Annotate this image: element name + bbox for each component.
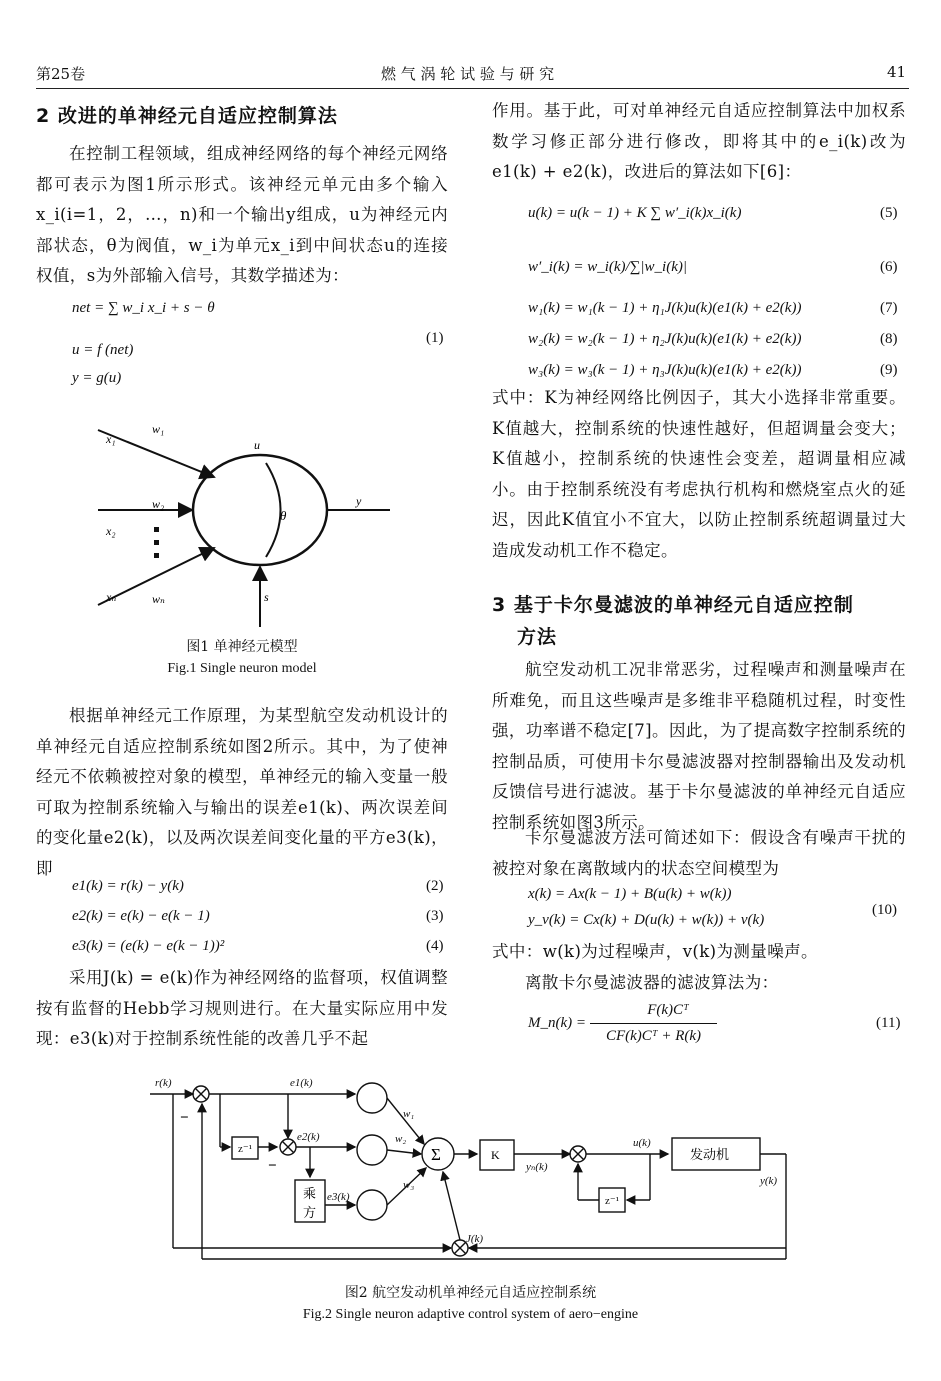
paragraph-9: 离散卡尔曼滤波器的滤波算法为： — [525, 973, 779, 992]
section3-title-line2: 方法 — [517, 626, 558, 648]
label-w3: w₃ — [403, 1179, 415, 1191]
eq11-number: (11) — [876, 1015, 901, 1031]
figure2-caption-cn: 图2 航空发动机单神经元自适应控制系统 — [344, 1285, 597, 1301]
ellipsis-dot — [154, 553, 159, 558]
eq10-line2: y_v(k) = Cx(k) + D(u(k) + w(k)) + v(k) — [528, 912, 765, 928]
label-engine: 发动机 — [690, 1147, 730, 1162]
label-s: s — [264, 590, 269, 604]
eq5: u(k) = u(k − 1) + K ∑ w′_i(k)x_i(k) — [528, 205, 742, 221]
label-w1: w₁ — [403, 1108, 415, 1120]
label-delay-2: z⁻¹ — [605, 1195, 619, 1207]
label-yn: yₙ(k) — [526, 1161, 548, 1173]
label-e3: e3(k) — [327, 1191, 350, 1203]
eq1-line1: net = ∑ w_i x_i + s − θ — [72, 300, 215, 316]
journal-title: 燃 气 涡 轮 试 验 与 研 究 — [381, 65, 555, 83]
input-node-w3 — [357, 1190, 387, 1220]
eq6-number: (6) — [880, 259, 898, 275]
label-square-2: 方 — [303, 1205, 317, 1220]
page-number: 41 — [887, 63, 907, 81]
paragraph-1: 在控制工程领域，组成神经网络的每个神经元网络都可表示为图1所示形式。该神经元单元由多个输入x_i(i=1，2，…，n)和一个输出y组成，u为神经元内部状态，θ为阀值，w_i为单元x_i到中间状态u的连接权值，s为外部输入信号，其数学描述为： — [36, 144, 448, 285]
eq3-number: (3) — [426, 908, 444, 924]
eq11-fraction-bar — [590, 1023, 717, 1024]
label-minus-2: − — [268, 1158, 277, 1174]
eq11-numerator: F(k)Cᵀ — [647, 1002, 689, 1018]
paragraph-4: 作用。基于此，可对单神经元自适应控制算法中加权系数学习修正部分进行修改，即将其中的e_i(k)改为e1(k) + e2(k)，改进后的算法如下[6]： — [492, 101, 906, 181]
label-xn: xₙ — [106, 590, 117, 604]
eq2: e1(k) = r(k) − y(k) — [72, 878, 184, 894]
paragraph-5: 式中：K为神经网络比例因子，其大小选择非常重要。K值越大，控制系统的快速性越好，但超调量会变大；K值越小，控制系统的快速性会变差，超调量相应减小。由于控制系统没有考虑执行机构和燃烧室点火的延迟，因此K值宜小不宜大，以防止控制系统超调量过大造成发动机工作不稳定。 — [492, 388, 906, 560]
eq5-number: (5) — [880, 205, 898, 221]
label-y: y — [356, 494, 362, 508]
eq6: w′_i(k) = w_i(k)/∑|w_i(k)| — [528, 259, 687, 275]
input-node-w2 — [357, 1135, 387, 1165]
label-J: J(k) — [466, 1233, 484, 1245]
eq7: w₁(k) = w₁(k − 1) + η₁J(k)u(k)(e1(k) + e2(k)) — [528, 300, 802, 316]
paragraph-6: 航空发动机工况非常恶劣，过程噪声和测量噪声在所难免，而且这些噪声是多维非平稳随机过程，时变性强，功率谱不稳定[7]。因此，为了提高数字控制系统的控制品质，可使用卡尔曼滤波器对控制器输出及发动机反馈信号进行滤波。基于卡尔曼滤波的单神经元自适应控制系统如图3所示。 — [492, 660, 906, 832]
eq7-number: (7) — [880, 300, 898, 316]
ellipsis-dot — [154, 527, 159, 532]
label-x2: x₂ — [106, 524, 116, 538]
label-square-1: 乘 — [303, 1186, 317, 1201]
paragraph-7: 卡尔曼滤波方法可简述如下：假设含有噪声干扰的被控对象在离散域内的状态空间模型为 — [492, 828, 906, 878]
paragraph-2: 根据单神经元工作原理，为某型航空发动机设计的单神经元自适应控制系统如图2所示。其中，为了使神经元不依赖被控对象的模型，单神经元的输入变量一般可取为控制系统输入与输出的误差e1(k)、两次误差间的变化量e2(k)，以及两次误差间变化量的平方e3(k)，即 — [36, 706, 448, 878]
label-w1: w₁ — [152, 422, 165, 436]
figure2-caption-en: Fig.2 Single neuron adaptive control system of aero−engine — [302, 1307, 639, 1322]
label-theta: θ — [280, 508, 287, 523]
paragraph-3: 采用J(k) = e(k)作为神经网络的监督项，权值调整按有监督的Hebb学习规则进行。在大量实际应用中发现：e3(k)对于控制系统性能的改善几乎不起 — [36, 968, 448, 1048]
label-delay-1: z⁻¹ — [238, 1143, 252, 1155]
label-x1: x₁ — [106, 432, 116, 446]
label-u: u — [254, 438, 260, 452]
eq1-line2: u = f (net) — [72, 342, 134, 358]
eq1-line3: y = g(u) — [72, 370, 122, 386]
label-sigma: Σ — [431, 1145, 441, 1164]
label-w2: w₂ — [395, 1133, 407, 1145]
label-y: y(k) — [760, 1175, 778, 1187]
section3-title-line1: 3 基于卡尔曼滤波的单神经元自适应控制 — [492, 594, 854, 616]
eq11-denominator: CF(k)Cᵀ + R(k) — [605, 1028, 702, 1044]
eq1-number: (1) — [426, 330, 444, 346]
label-w2: w₂ — [152, 497, 165, 511]
label-r: r(k) — [155, 1077, 172, 1089]
eq10-line1: x(k) = Ax(k − 1) + B(u(k) + w(k)) — [528, 886, 732, 902]
label-K: K — [491, 1148, 500, 1162]
label-e2: e2(k) — [297, 1131, 320, 1143]
eq11-lhs: M_n(k) = — [528, 1015, 587, 1031]
header-rule — [36, 88, 909, 89]
input-node-w1 — [357, 1083, 387, 1113]
figure1-caption-cn: 图1 单神经元模型 — [186, 639, 298, 655]
eq4-number: (4) — [426, 938, 444, 954]
label-e1: e1(k) — [290, 1077, 313, 1089]
paragraph-8: 式中：w(k)为过程噪声，v(k)为测量噪声。 — [492, 942, 818, 961]
eq10-number: (10) — [872, 902, 897, 918]
ellipsis-dot — [154, 540, 159, 545]
label-wn: wₙ — [152, 592, 165, 606]
eq9-number: (9) — [880, 362, 898, 378]
eq8: w₂(k) = w₂(k − 1) + η₂J(k)u(k)(e1(k) + e2(k)) — [528, 331, 802, 347]
eq3: e2(k) = e(k) − e(k − 1) — [72, 908, 210, 924]
figure2-control-system-diagram — [150, 1072, 800, 1277]
eq9: w₃(k) = w₃(k − 1) + η₃J(k)u(k)(e1(k) + e2(k)) — [528, 362, 802, 378]
label-u: u(k) — [633, 1137, 651, 1149]
figure1-neuron-diagram — [90, 405, 420, 630]
eq8-number: (8) — [880, 331, 898, 347]
section2-title: 2 改进的单神经元自适应控制算法 — [36, 105, 338, 127]
label-minus-1: − — [180, 1110, 189, 1126]
neuron-threshold-arc — [266, 463, 281, 557]
volume-label: 第25卷 — [36, 65, 86, 83]
eq4: e3(k) = (e(k) − e(k − 1))² — [72, 938, 225, 954]
eq2-number: (2) — [426, 878, 444, 894]
figure1-caption-en: Fig.1 Single neuron model — [167, 661, 317, 676]
